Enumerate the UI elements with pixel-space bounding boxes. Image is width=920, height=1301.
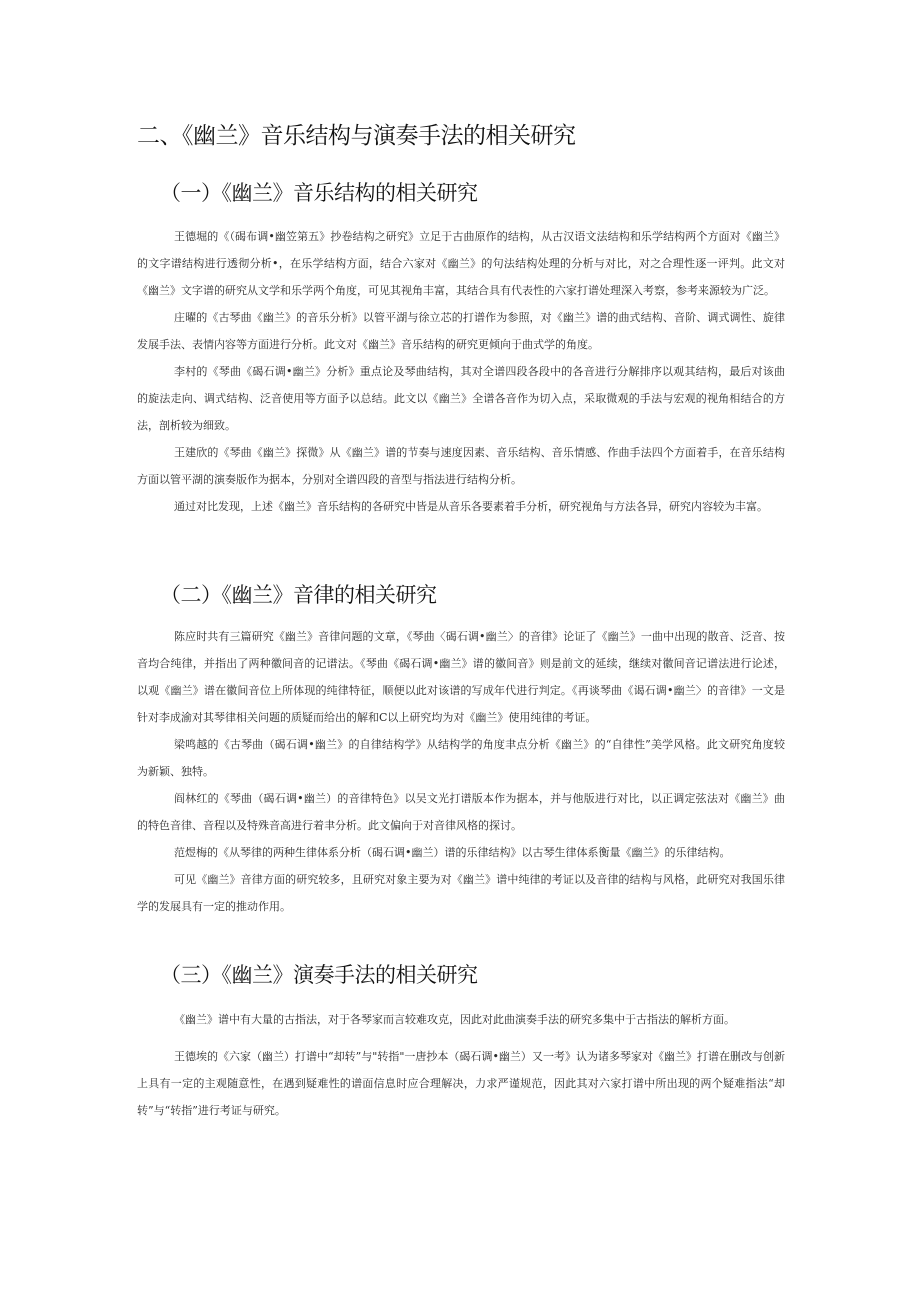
paragraph: 通过对比发现，上述《幽兰》音乐结构的各研究中皆是从音乐各要素着手分析，研究视角与方法各异，研究内容较为丰富。	[174, 500, 768, 513]
paragraph: 陈应时共有三篇研究《幽兰》音律问题的文章，《琴曲〈碣石调•幽兰〉的音律》论证了《幽兰》一曲中出现的散音、泛音、按音均合纯律，并指出了两种徽间音的记谱法。《琴曲《碣石调•幽兰》谱的徽间音》则是前文的延续，继续对徽间音记谱法进行论述，以观《幽兰》谱在徽间音位上所体现的纯律特征，顺便以此对该谱的写成年代进行判定。《再谈琴曲《谒石调•幽兰〉的音律》一文是针对李成渝对其琴律相关问题的质疑而给出的解和C以上研究均为对《幽兰》使用纯律的考证。	[137, 630, 785, 724]
paragraph: 《幽兰》谱中有大量的古指法，对于各琴家而言较难攻克，因此对此曲演奏手法的研究多集中于古指法的解析方面。	[174, 1013, 735, 1026]
paragraph: 庄曜的《古琴曲《幽兰》的音乐分析》以管平湖与徐立芯的打谱作为参照，对《幽兰》谱的曲式结构、音阶、调式调性、旋律发展手法、表情内容等方面进行分析。此文对《幽兰》音乐结构的研究更倾向于曲式学的角度。	[137, 311, 785, 351]
section-body-structure	[137, 223, 785, 520]
main-heading: 二、《幽兰》音乐结构与演奏手法的相关研究	[137, 123, 576, 149]
paragraph: 王德埃的《六家（幽兰）打谱中“却转”与"转指"一唐抄本（碣石调•幽兰）又一考》认为诸多琴家对《幽兰》打谱在删改与创新上具有一定的主观随意性，在遇到疑难性的谱面信息时应合理解决，力求严谨规范，因此其对六家打谱中所出现的两个疑难指法“却转”与“转指”进行考证与研究。	[137, 1050, 785, 1117]
section-body-technique	[137, 1006, 785, 1124]
paragraph: 阎林红的《琴曲（碣石调•幽兰）的音律特色》以吴文光打谱版本作为据本，并与他版进行对比，以正调定弦法对《幽兰》曲的特色音律、音程以及特殊音高进行着聿分析。此文偏向于对音律风格的探讨。	[137, 792, 785, 832]
paragraph: 梁鸣越的《古琴曲（碣石调•幽兰》的自律结构学》从结构学的角度聿点分析《幽兰》的“自律性”美学风格。此文研究角度较为新颖、独特。	[137, 738, 785, 778]
paragraph: 范煜梅的《从琴律的两种生律体系分析（碣石调•幽兰）谱的乐律结构》以古琴生律体系衡量《幽兰》的乐律结构。	[174, 846, 731, 859]
section-body-temperament	[137, 623, 785, 920]
paragraph: 王建欣的《琴曲《幽兰》探微》从《幽兰》谱的节奏与速度因素、音乐结构、音乐情感、作曲手法四个方面着手，在音乐结构方面以管平湖的演奏版作为据本，分别对全谱四段的音型与指法进行结构分析。	[137, 446, 785, 486]
paragraph: 李村的《琴曲《碣石调•幽兰》分析》重点论及琴曲结构，其对全谱四段各段中的各音进行分解排序以观其结构，最后对该曲的旋法走向、调式结构、泛音使用等方面予以总结。此文以《幽兰》全谱各音作为切入点，采取微观的手法与宏观的视角相结合的方法，剖析较为细致。	[137, 365, 785, 432]
section-title-temperament: （二）《幽兰》音律的相关研究	[160, 583, 437, 607]
section-title-structure: （一）《幽兰》音乐结构的相关研究	[160, 181, 478, 205]
paragraph: 王德堀的《（碣布调•幽笠第五》抄卷结构之研究》立足于古曲原作的结构，从古汉语文法结构和乐学结构两个方面对《幽兰》的文字谱结构进行透彻分析•，在乐学结构方面，结合六家对《幽兰》的句法结构处理的分析与对比，对之合理性逐一评判。此文对《幽兰》文字谱的研究从文学和乐学两个角度，可见其视角丰富，其结合具有代表性的六家打谱处理深入考察，参考来源较为广泛。	[137, 230, 785, 297]
section-title-technique: （三）《幽兰》演奏手法的相关研究	[160, 963, 478, 987]
paragraph: 可见《幽兰》音律方面的研究较多，且研究对象主要为对《幽兰》谱中纯律的考证以及音律的结构与风格，此研究对我国乐律学的发展具有一定的推动作用。	[137, 873, 785, 913]
